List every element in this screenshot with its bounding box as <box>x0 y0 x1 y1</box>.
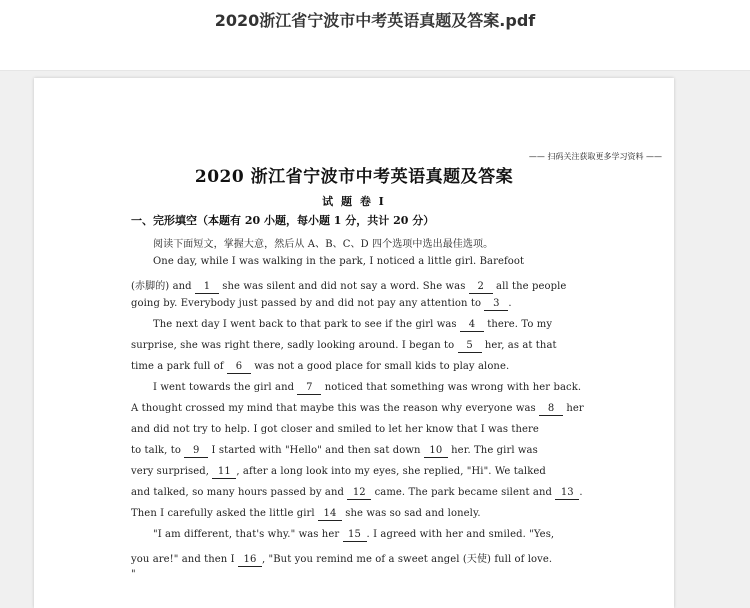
text: there. To my <box>487 319 553 330</box>
blank-16: 16 <box>238 554 262 567</box>
text: she was so sad and lonely. <box>345 508 481 519</box>
text: noticed that something was wrong with her back. <box>324 382 582 393</box>
qr-note: —— 扫码关注获取更多学习资料 —— <box>528 152 662 161</box>
blank-14: 14 <box>318 508 342 521</box>
text: her <box>566 403 584 414</box>
blank-10: 10 <box>424 445 448 458</box>
document-page[interactable] <box>34 78 674 608</box>
text: . <box>508 298 512 309</box>
p1-line1: One day, while I was walking in the park, I noticed a little girl. Barefoot <box>153 256 525 267</box>
document-title: 2020 浙江省宁波市中考英语真题及答案 <box>194 167 514 187</box>
text: very surprised, <box>131 466 210 477</box>
text: you are!" and then I <box>131 554 235 565</box>
text: her, as at that <box>484 340 557 351</box>
blank-1: 1 <box>195 281 219 294</box>
p3-line1 <box>153 382 599 395</box>
text: to talk, to <box>131 445 181 456</box>
text: A thought crossed my mind that maybe this was the reason why everyone was <box>131 403 536 414</box>
blank-4: 4 <box>460 319 484 332</box>
blank-2: 2 <box>469 281 493 294</box>
blank-5: 5 <box>458 340 482 353</box>
blank-12: 12 <box>347 487 371 500</box>
text: all the people <box>496 281 567 292</box>
p1-line2 <box>131 277 577 294</box>
text: (赤脚的) and <box>131 281 192 292</box>
blank-8: 8 <box>539 403 563 416</box>
paper-subtitle: 试 题 卷 I <box>322 195 386 208</box>
blank-3: 3 <box>484 298 508 311</box>
text: . I agreed with her and smiled. "Yes, <box>366 529 555 540</box>
text: , after a long look into my eyes, she replied, "Hi". We talked <box>236 466 546 477</box>
text: I went towards the girl and <box>153 382 295 393</box>
instructions: 阅读下面短文，掌握大意，然后从 A、B、C、D 四个选项中选出最佳选项。 <box>153 239 494 250</box>
p3-line5 <box>131 466 577 479</box>
section-heading: 一、完形填空（本题有 20 小题，每小题 1 分，共计 20 分） <box>131 214 435 227</box>
text: I started with "Hello" and then sat down <box>211 445 421 456</box>
blank-11: 11 <box>212 466 236 479</box>
text: Then I carefully asked the little girl <box>131 508 315 519</box>
p3-line3: and did not try to help. I got closer and smiled to let her know that I was there <box>131 424 539 435</box>
text: time a park full of <box>131 361 224 372</box>
file-title: 2020浙江省宁波市中考英语真题及答案.pdf <box>214 11 536 30</box>
text: came. The park became silent and <box>374 487 553 498</box>
text: , "But you remind me of a sweet angel (天使) full of love. <box>261 554 553 565</box>
text: The next day I went back to that park to see if the girl was <box>153 319 457 330</box>
p2-line1 <box>153 319 599 332</box>
text: going by. Everybody just passed by and did not pay any attention to <box>131 298 482 309</box>
p4-line3: " <box>131 569 136 580</box>
blank-15: 15 <box>343 529 367 542</box>
text: her. The girl was <box>451 445 538 456</box>
blank-13: 13 <box>555 487 579 500</box>
p3-line2 <box>131 403 584 416</box>
blank-7: 7 <box>297 382 321 395</box>
blank-6: 6 <box>227 361 251 374</box>
text: . <box>579 487 583 498</box>
p1-line3 <box>131 298 577 311</box>
text: "I am different, that's why." was her <box>153 529 340 540</box>
p3-line4 <box>131 445 577 458</box>
text: surprise, she was right there, sadly looking around. I began to <box>131 340 455 351</box>
text: and talked, so many hours passed by and <box>131 487 344 498</box>
text: she was silent and did not say a word. She was <box>222 281 466 292</box>
p3-line6 <box>131 487 583 500</box>
p2-line3 <box>131 361 577 374</box>
p2-line2 <box>131 340 577 353</box>
p4-line1 <box>153 529 599 542</box>
p4-line2 <box>131 550 577 567</box>
text: was not a good place for small kids to play alone. <box>254 361 510 372</box>
viewer-toolbar <box>0 0 750 71</box>
p3-line7 <box>131 508 577 521</box>
blank-9: 9 <box>184 445 208 458</box>
